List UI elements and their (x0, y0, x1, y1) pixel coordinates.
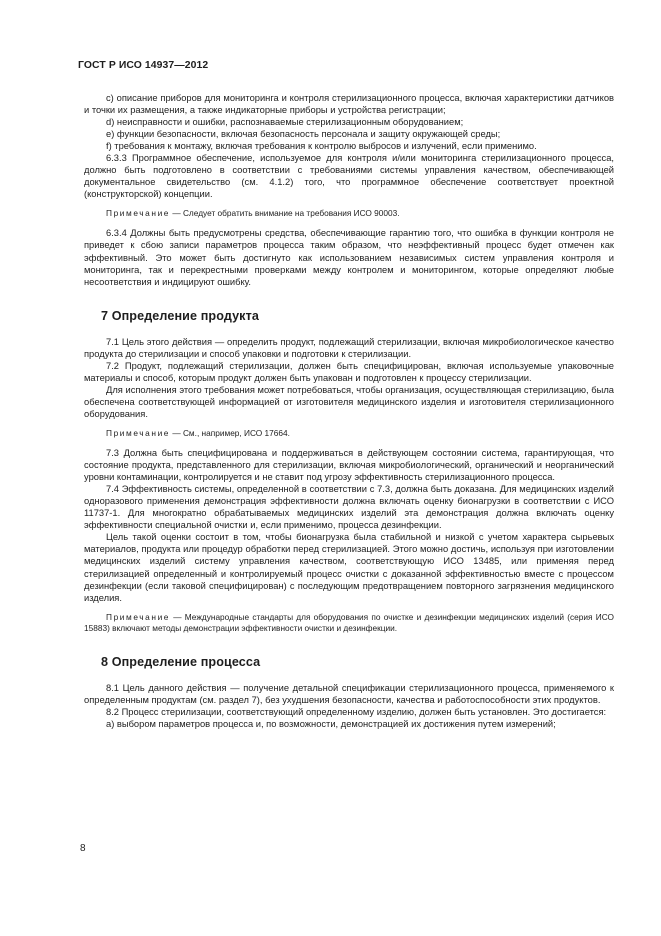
page-number: 8 (80, 843, 86, 854)
note-text: — См., например, ИСО 17664. (170, 428, 290, 439)
note-iso-90003 (84, 208, 614, 219)
list-item-d: d) неисправности и ошибки, распознаваемые стерилизационным оборудованием; (106, 117, 464, 128)
clause-8-1: 8.1 Цель данного действия — получение детальной спецификации стерилизационного процесса, применяемого к определенным продуктам (см. раздел 7), без ухудшения безопасности, качества и работоспособности этих продуктов. (84, 682, 614, 705)
clause-6-3-3: 6.3.3 Программное обеспечение, используемое для контроля и/или мониторинга стерилизационного процесса, должно быть подготовлено в соответствии с требованиями системы управления качеством, обеспечивающей документальное свидетельство (см. 4.1.2) того, что программное обеспечение соответствует проектной (конструкторской) концепции. (84, 153, 614, 200)
section-8-heading: 8 Определение процесса (101, 654, 261, 669)
list-item-f: f) требования к монтажу, включая требования к контролю выбросов и излучений, если применимо. (106, 141, 537, 152)
list-item-e: е) функции безопасности, включая безопасность персонала и защиту окружающей среды; (106, 129, 501, 140)
clause-8-2: 8.2 Процесс стерилизации, соответствующий определенному изделию, должен быть установлен. Это достигается: (106, 706, 607, 717)
note-iso-15883 (84, 612, 614, 634)
section-7-heading: 7 Определение продукта (101, 308, 259, 323)
note-text: — Следует обратить внимание на требования ИСО 90003. (170, 208, 400, 219)
note-label: Примечание (106, 208, 171, 219)
list-item-c: с) описание приборов для мониторинга и контроля стерилизационного процесса, включая характеристики датчиков и точки их размещения, а также индикаторные приборы и устройства регистрации; (84, 93, 614, 116)
note-iso-17664 (84, 428, 614, 439)
clause-7-3: 7.3 Должна быть специфицирована и поддерживаться в действующем состоянии система, гарантирующая, что состояние продукта, представленного для стерилизации, включая микробиологический, органический и неорганический уровни контаминации, контролируется и не ставит под угрозу эффективность стерилизационного процесса. (84, 448, 614, 483)
clause-7-2-requirement: Для исполнения этого требования может потребоваться, чтобы организация, осуществляющая стерилизацию, была обеспечена соответствующей информацией от изготовителя медицинского изделия и изготовителя стерилизационного оборудования. (84, 384, 614, 419)
clause-7-2: 7.2 Продукт, подлежащий стерилизации, должен быть специфицирован, включая используемые упаковочные материалы и способ, которым продукт должен быть упакован и подготовлен к процессу стерилизации. (84, 360, 614, 383)
clause-7-4: 7.4 Эффективность системы, определенной в соответствии с 7.3, должна быть доказана. Для медицинских изделий одноразового применения демонстрация эффективности должна включать оценку бионагрузки в соответствии с ИСО 11737-1. Для многократно обрабатываемых медицинских изделий эта демонстрация должна включать оценку эффективности специальной очистки и, если применимо, процесса дезинфекции. (84, 484, 614, 531)
list-item-a: а) выбором параметров процесса и, по возможности, демонстрацией их достижения путем измерений; (106, 718, 556, 729)
document-header: ГОСТ Р ИСО 14937—2012 (78, 60, 209, 71)
clause-6-3-4: 6.3.4 Должны быть предусмотрены средства, обеспечивающие гарантию того, что ошибка в функции контроля не приведет к сбою записи параметров процесса таким образом, что неэффективный процесс будет отмечен как эффективный. Это может быть достигнуто как использованием независимых систем управления контроля и мониторинга, так и перекрестными проверками между контролем и мониторингом, которые определяют любые несоответствия и индицируют ошибку. (84, 228, 614, 287)
clause-7-4-purpose: Цель такой оценки состоит в том, чтобы бионагрузка была стабильной и низкой с учетом характера сырьевых материалов, продукта или процедур обработки перед стерилизацией. Этого можно достичь, используя при изготовлении медицинских изделий систему управления качеством, соответствующую ИСО 13485, или применяя перед стерилизацией определенный и контролируемый процесс очистки с доказанной эффективностью вместе с процессом дезинфекции (если таковой специфицирован) с последующим предотвращением повторного загрязнения медицинского изделия. (84, 532, 614, 603)
document-body (84, 92, 614, 730)
clause-7-1: 7.1 Цель этого действия — определить продукт, подлежащий стерилизации, включая микробиологическое качество продукта до стерилизации и способ упаковки и подготовки к стерилизации. (84, 336, 614, 359)
note-text: — Международные стандарты для оборудования по очистке и дезинфекции медицинских изделий (серия ИСО 15883) включают методы демонстрации эффективности очистки и дезинфекции. (84, 611, 614, 633)
note-label: Примечание (106, 428, 171, 439)
note-label: Примечание (106, 611, 171, 622)
